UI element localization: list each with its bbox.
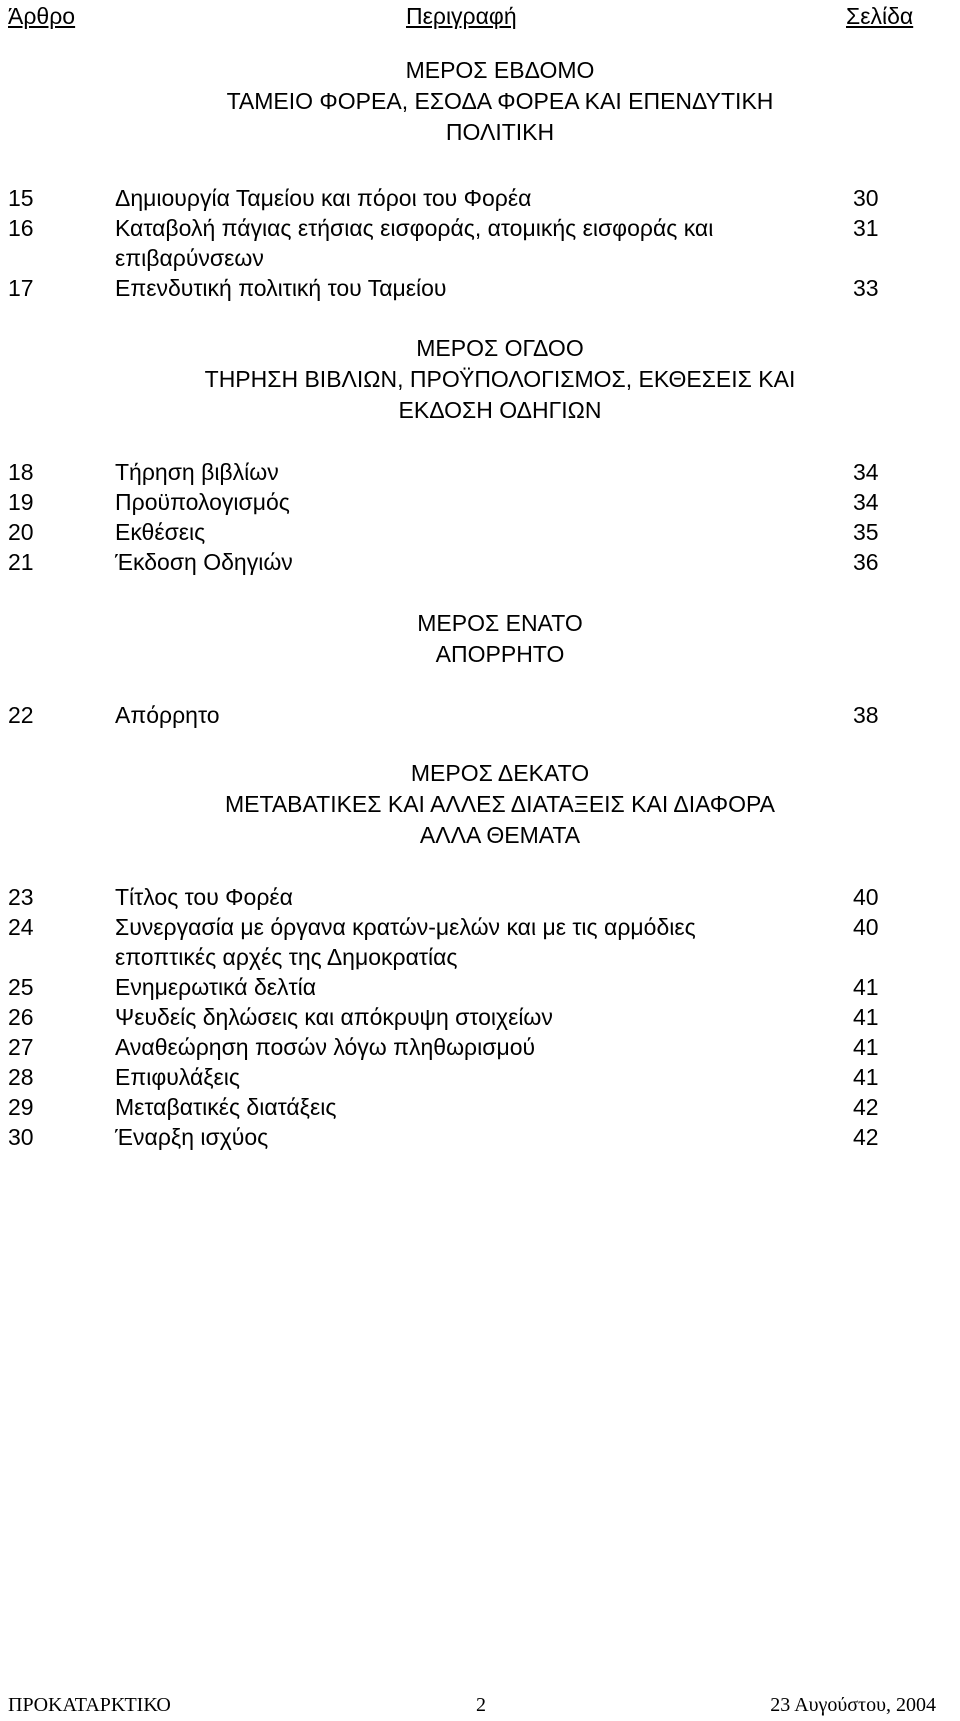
part-eight-entries	[0, 457, 960, 577]
page-number: 41	[853, 1064, 879, 1090]
article-title: Τήρηση βιβλίων	[115, 459, 279, 485]
article-title: Μεταβατικές διατάξεις	[115, 1094, 337, 1120]
part-heading-line: ΑΠΟΡΡΗΤΟ	[435, 641, 565, 667]
page-number: 38	[853, 702, 879, 728]
toc-entry[interactable]	[0, 273, 960, 303]
article-title: Ψευδείς δηλώσεις και απόκρυψη στοιχείων	[115, 1004, 553, 1030]
footer-document-status: ΠΡΟΚΑΤΑΡΚΤΙΚΟ	[8, 1694, 171, 1716]
toc-entry[interactable]	[0, 1002, 960, 1032]
part-heading	[0, 758, 960, 851]
page-number: 31	[853, 215, 879, 241]
part-heading-line: ΜΕΡΟΣ ΔΕΚΑΤΟ	[410, 760, 590, 786]
page-footer	[0, 1690, 960, 1721]
description-column-header[interactable]: Περιγραφή	[406, 3, 517, 29]
article-number: 28	[8, 1064, 34, 1090]
page-number: 42	[853, 1094, 879, 1120]
article-title: Αναθεώρηση ποσών λόγω πληθωρισμού	[115, 1034, 536, 1060]
article-title: Ενημερωτικά δελτία	[115, 974, 317, 1000]
article-title: Καταβολή πάγιας ετήσιας εισφοράς, ατομικής εισφοράς και επιβαρύνσεων	[115, 215, 714, 271]
page-number: 42	[853, 1124, 879, 1150]
article-number: 27	[8, 1034, 34, 1060]
column-header-row	[0, 0, 960, 32]
article-number: 23	[8, 884, 34, 910]
article-title: Απόρρητο	[115, 702, 220, 728]
toc-entry[interactable]	[0, 213, 960, 273]
article-title: Εκθέσεις	[115, 519, 206, 545]
part-heading	[0, 608, 960, 670]
article-title: Τίτλος του Φορέα	[115, 884, 293, 910]
part-heading-line: ΜΕΤΑΒΑΤΙΚΕΣ ΚΑΙ ΑΛΛΕΣ ΔΙΑΤΑΞΕΙΣ ΚΑΙ ΔΙΑΦΟΡΑ	[224, 791, 776, 817]
page-number: 35	[853, 519, 879, 545]
toc-entry[interactable]	[0, 972, 960, 1002]
page-number: 41	[853, 1004, 879, 1030]
part-seven-section	[0, 55, 960, 148]
part-heading-line: ΜΕΡΟΣ ΕΝΑΤΟ	[417, 610, 583, 636]
page-number: 41	[853, 1034, 879, 1060]
article-title: Προϋπολογισμός	[115, 489, 290, 515]
toc-entry[interactable]	[0, 547, 960, 577]
article-number: 17	[8, 275, 34, 301]
part-ten-section	[0, 758, 960, 851]
toc-entry[interactable]	[0, 1122, 960, 1152]
article-number: 29	[8, 1094, 34, 1120]
part-heading-line: ΜΕΡΟΣ ΟΓΔΟΟ	[416, 335, 584, 361]
footer-date: 23 Αυγούστου, 2004	[770, 1694, 936, 1716]
toc-entry[interactable]	[0, 1062, 960, 1092]
article-number: 22	[8, 702, 34, 728]
article-number: 24	[8, 914, 34, 940]
toc-entry[interactable]	[0, 882, 960, 912]
part-heading-line: ΜΕΡΟΣ ΕΒΔΟΜΟ	[405, 57, 595, 83]
part-heading-line: ΕΚΔΟΣΗ ΟΔΗΓΙΩΝ	[398, 397, 602, 423]
part-eight-section	[0, 333, 960, 426]
article-title: Συνεργασία με όργανα κρατών-μελών και με τις αρμόδιες εποπτικές αρχές της Δημοκρατίας	[115, 914, 696, 970]
article-title: Έκδοση Οδηγιών	[115, 549, 293, 575]
toc-entry[interactable]	[0, 1032, 960, 1062]
toc-entry[interactable]	[0, 912, 960, 972]
article-number: 20	[8, 519, 34, 545]
article-number: 26	[8, 1004, 34, 1030]
part-ten-entries	[0, 882, 960, 1152]
page-number: 34	[853, 459, 879, 485]
part-heading-line: ΠΟΛΙΤΙΚΗ	[445, 119, 555, 145]
part-heading-line: ΤΗΡΗΣΗ ΒΙΒΛΙΩΝ, ΠΡΟΫΠΟΛΟΓΙΣΜΟΣ, ΕΚΘΕΣΕΙΣ ΚΑΙ	[204, 366, 796, 392]
page-number: 33	[853, 275, 879, 301]
article-number: 18	[8, 459, 34, 485]
page-number: 40	[853, 914, 879, 940]
part-nine-entries	[0, 700, 960, 730]
article-number: 15	[8, 185, 34, 211]
part-nine-section	[0, 608, 960, 670]
toc-entry[interactable]	[0, 183, 960, 213]
article-title: Δημιουργία Ταμείου και πόροι του Φορέα	[115, 185, 532, 211]
footer-page-number: 2	[476, 1694, 486, 1716]
page-number: 34	[853, 489, 879, 515]
article-number: 25	[8, 974, 34, 1000]
page-number: 36	[853, 549, 879, 575]
part-heading	[0, 55, 960, 148]
toc-entry[interactable]	[0, 457, 960, 487]
article-column-header[interactable]: Άρθρο	[8, 3, 76, 29]
toc-entry[interactable]	[0, 517, 960, 547]
article-title: Επενδυτική πολιτική του Ταμείου	[115, 275, 447, 301]
article-title: Έναρξη ισχύος	[115, 1124, 269, 1150]
part-heading	[0, 333, 960, 426]
toc-entry[interactable]	[0, 700, 960, 730]
page-column-header[interactable]: Σελίδα	[846, 3, 914, 29]
article-number: 30	[8, 1124, 34, 1150]
toc-entry[interactable]	[0, 487, 960, 517]
page-number: 40	[853, 884, 879, 910]
article-title: Επιφυλάξεις	[115, 1064, 241, 1090]
part-seven-entries	[0, 183, 960, 303]
page-number: 41	[853, 974, 879, 1000]
part-heading-line: ΤΑΜΕΙΟ ΦΟΡΕΑ, ΕΣΟΔΑ ΦΟΡΕΑ ΚΑΙ ΕΠΕΝΔΥΤΙΚΗ	[226, 88, 774, 114]
part-heading-line: ΑΛΛΑ ΘΕΜΑΤΑ	[419, 822, 581, 848]
page-number: 30	[853, 185, 879, 211]
article-number: 16	[8, 215, 34, 241]
article-number: 21	[8, 549, 34, 575]
article-number: 19	[8, 489, 34, 515]
toc-entry[interactable]	[0, 1092, 960, 1122]
